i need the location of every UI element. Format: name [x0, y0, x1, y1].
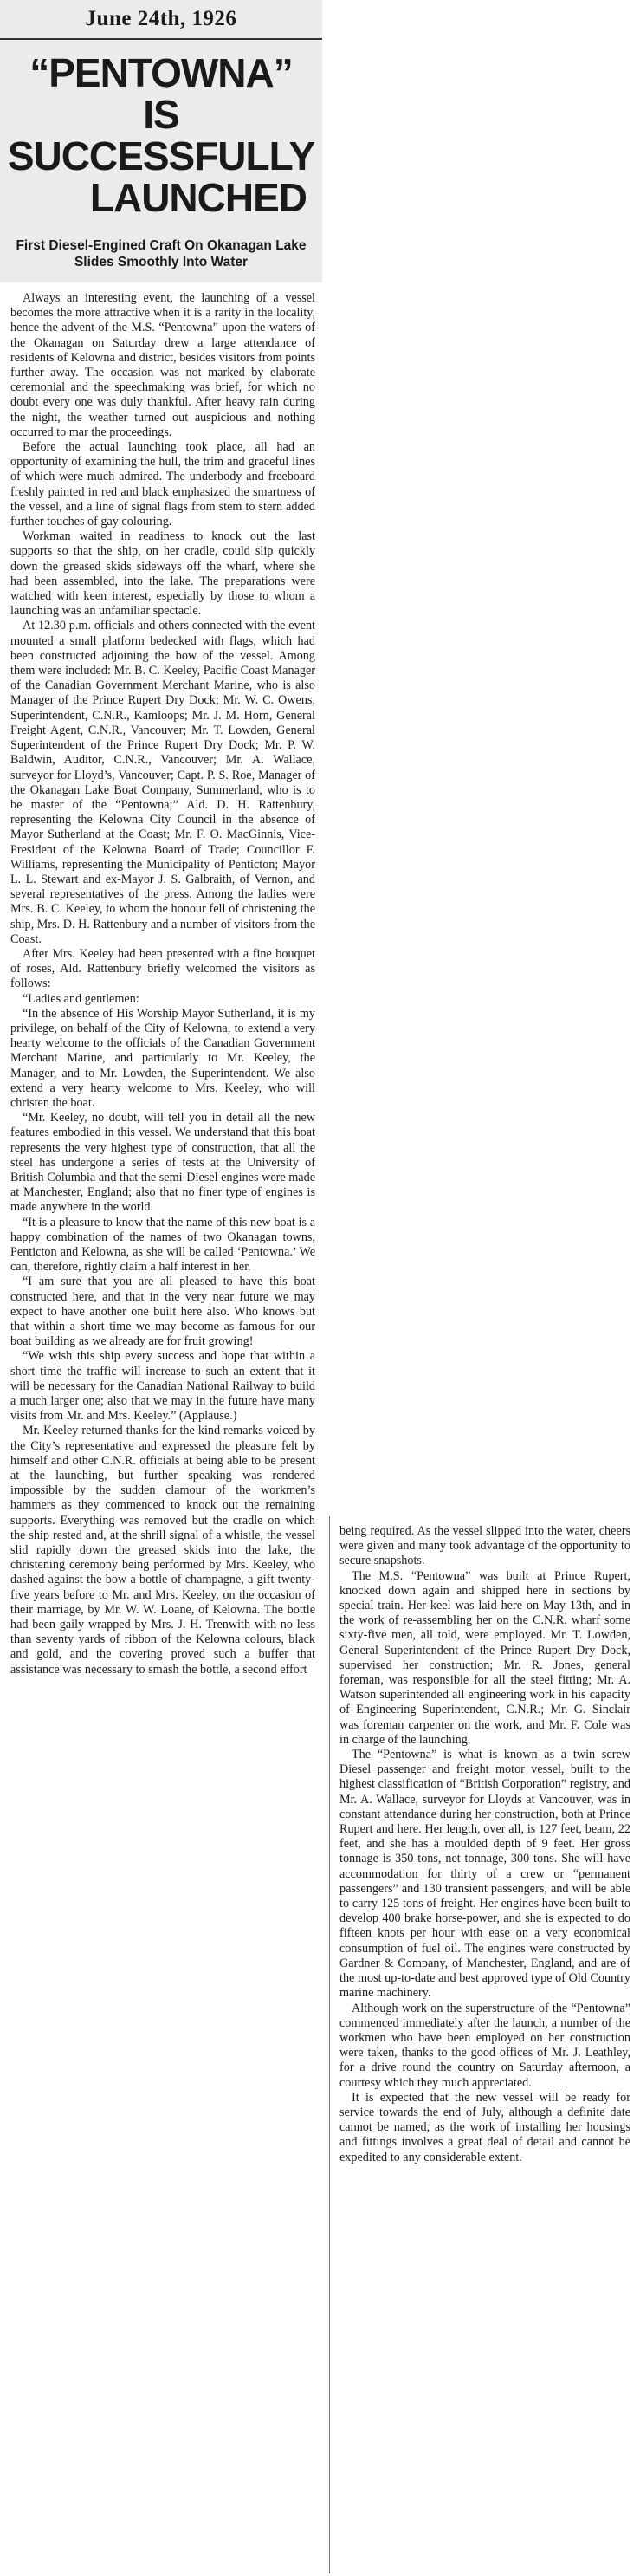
paragraph: The “Pentowna” is what is known as a twin screw Diesel passenger and freight motor vessel, built to the highest classification of “British Corporation” registry, and Mr. A. Wallace, surveyor for Lloyds at Vancouver, was in constant attendance during her construction, both at Prince Rupert and here. Her length, over all, is 127 feet, beam, 22 feet, and she has a moulded depth of 9 feet. Her gross tonnage is 350 tons, net tonnage, 300 tons. She will have accommodation for thirty of a crew or “permanent passengers” and 130 transient passengers, and will be able to carry 125 tons of freight. Her engines have been built to develop 400 brake horse-power, and she is expected to do fifteen knots per hour with ease on a very economical consumption of fuel oil. The engines were constructed by Gardner & Company, of Manchester, England, and are of the most up-to-date and best approved type of Old Country marine machinery. [339, 1748, 630, 2001]
article-column-right [339, 1524, 630, 2165]
paragraph: Before the actual launching took place, all had an opportunity of examining the hull, the trim and graceful lines of which were much admired. The underbody and freeboard freshly painted in red and black emphasized the smartness of the vessel, and a line of signal flags from stem to stern added further touches of gay colouring. [10, 440, 315, 529]
paragraph: At 12.30 p.m. officials and others connected with the event mounted a small platform bedecked with flags, which had been constructed adjoining the bow of the vessel. Among them were included: Mr. B. C. Keeley, Pacific Coast Manager of the Canadian Government Merchant Marine, who is also Manager of the Prince Rupert Dry Dock; Mr. W. C. Owens, Superintendent, C.N.R., Kamloops; Mr. J. M. Horn, General Freight Agent, C.N.R., Vancouver; Mr. T. Lowden, General Superintendent of the Prince Rupert Dry Dock; Mr. P. W. Baldwin, Auditor, C.N.R., Vancouver; Mr. A. Wallace, surveyor for Lloyd’s, Vancouver; Capt. P. S. Roe, Manager of the Okanagan Lake Boat Company, Summerland, who is to be master of the “Pentowna;” Ald. D. H. Rattenbury, representing the Kelowna City Council in the absence of Mayor Sutherland at the Coast; Mr. F. O. MacGinnis, Vice-President of the Kelowna Board of Trade; Councillor F. Williams, representing the Municipality of Penticton; Mayor L. L. Stewart and ex-Mayor J. S. Galbraith, of Vernon, and several representatives of the press. Among the ladies were Mrs. B. C. Keeley, to whom the honour fell of christening the ship, Mrs. D. H. Rattenbury and a number of visitors from the Coast. [10, 619, 315, 946]
paragraph: “In the absence of His Worship Mayor Sutherland, it is my privilege, on behalf of the City of Kelowna, to extend a very hearty welcome to the officials of the Canadian Government Merchant Marine, and particularly to Mr. Keeley, the Manager, and to Mr. Lowden, the Superintendent. We also extend a very hearty welcome to Mrs. Keeley, who will christen the boat. [10, 1006, 315, 1110]
paragraph: being required. As the vessel slipped into the water, cheers were given and many took advantage of the opportunity to secure snapshots. [339, 1524, 630, 1568]
headline-line-1: “PENTOWNA” IS [29, 50, 293, 137]
clipping-header [0, 0, 322, 282]
paragraph: “It is a pleasure to know that the name of this new boat is a happy combination of the names of two Okanagan towns, Penticton and Kelowna, as she will be called ‘Pentowna.’ We can, therefore, rightly claim a half interest in her. [10, 1215, 315, 1275]
paragraph: “Ladies and gentlemen: [23, 991, 139, 1006]
dateline: June 24th, 1926 [0, 0, 322, 40]
article-column-left [10, 291, 315, 1677]
paragraph: Always an interesting event, the launching of a vessel becomes the more attractive when it is a rarity in the locality, hence the advent of the M.S. “Pentowna” upon the waters of the Okanagan on Saturday drew a large attendance of residents of Kelowna and district, besides visitors from points further away. The occasion was not marked by elaborate ceremonial and the speechmaking was brief, for which no doubt every one was duly thankful. After heavy rain during the night, the weather turned out auspicious and nothing occurred to mar the proceedings. [10, 291, 315, 439]
headline [7, 52, 315, 218]
headline-line-3: LAUNCHED [89, 175, 307, 220]
paragraph: Although work on the superstructure of the “Pentowna” commenced immediately after the launch, a number of the workmen who have been employed on her construction were taken, thanks to the good offices of Mr. J. Leathley, for a drive round the country on Saturday afternoon, a courtesy which they much appreciated. [339, 2001, 630, 2090]
column-divider [329, 1516, 330, 2573]
subheadline: First Diesel-Engined Craft On Okanagan Lake Slides Smoothly Into Water [16, 238, 307, 269]
paragraph: Mr. Keeley returned thanks for the kind remarks voiced by the City’s representative and expressed the pleasure felt by himself and other C.N.R. officials at being able to be present at the launching, but further speaking was rendered impossible by the sudden clamour of the workmen’s hammers as they commenced to knock out the remaining supports. Everything was removed but the cradle on which the ship rested and, at the shrill signal of a whistle, the vessel slid rapidly down the greased skids into the lake, the christening ceremony being performed by Mrs. Keeley, who dashed against the bow a bottle of champagne, a gift twenty-five years before to Mr. and Mrs. Keeley, on the occasion of their marriage, by Mr. W. W. Loane, of Kelowna. The bottle had been gaily wrapped by Mrs. J. H. Trenwith with no less than seventy yards of ribbon of the Kelowna colours, black and gold, and the covering proved such a buffer that assistance was necessary to smash the bottle, a second effort [10, 1424, 315, 1677]
paragraph: It is expected that the new vessel will be ready for service towards the end of July, although a definite date cannot be named, as the work of installing her housings and fittings involves a great deal of detail and cannot be expedited to any considerable extent. [339, 2090, 630, 2164]
paragraph: “Mr. Keeley, no doubt, will tell you in detail all the new features embodied in this vessel. We understand that this boat represents the very highest type of construction, that all the steel has undergone a series of tests at the University of British Columbia and that the semi-Diesel engines were made at Manchester, England; also that no finer type of engines is made anywhere in the world. [10, 1111, 315, 1215]
paragraph: The M.S. “Pentowna” was built at Prince Rupert, knocked down again and shipped here in sections by special train. Her keel was laid here on May 13th, and in the work of re-assembling her on the C.N.R. wharf some sixty-five men, all told, were employed. Mr. T. Lowden, General Superintendent of the Prince Rupert Dry Dock, supervised her construction; Mr. R. Jones, general foreman, was responsible for all the steel fitting; Mr. A. Watson superintended all engineering work in his capacity of Engineering Superintendent, C.N.R.; Mr. G. Sinclair was foreman carpenter on the work, and Mr. F. Cole was in charge of the launching. [339, 1568, 630, 1747]
paragraph: Workman waited in readiness to knock out the last supports so that the ship, on her cradle, could slip quickly down the greased skids sideways off the wharf, where she had been assembled, into the lake. The preparations were watched with keen interest, especially by those to whom a launching was an unfamiliar spectacle. [10, 529, 315, 619]
paragraph: After Mrs. Keeley had been presented with a fine bouquet of roses, Ald. Rattenbury briefly welcomed the visitors as follows: [10, 946, 315, 991]
headline-line-2: SUCCESSFULLY [7, 133, 315, 178]
paragraph: “I am sure that you are all pleased to have this boat constructed here, and that in the very near future we may expect to have another one built here also. Who knows but that within a short time we may become as famous for our boat building as we already are for fruit growing! [10, 1275, 315, 1349]
paragraph: “We wish this ship every success and hope that within a short time the traffic will increase to such an extent that it will be necessary for the Canadian National Railway to build a much larger one; also that we may in the future have many visits from Mr. and Mrs. Keeley.” (Applause.) [10, 1349, 315, 1424]
